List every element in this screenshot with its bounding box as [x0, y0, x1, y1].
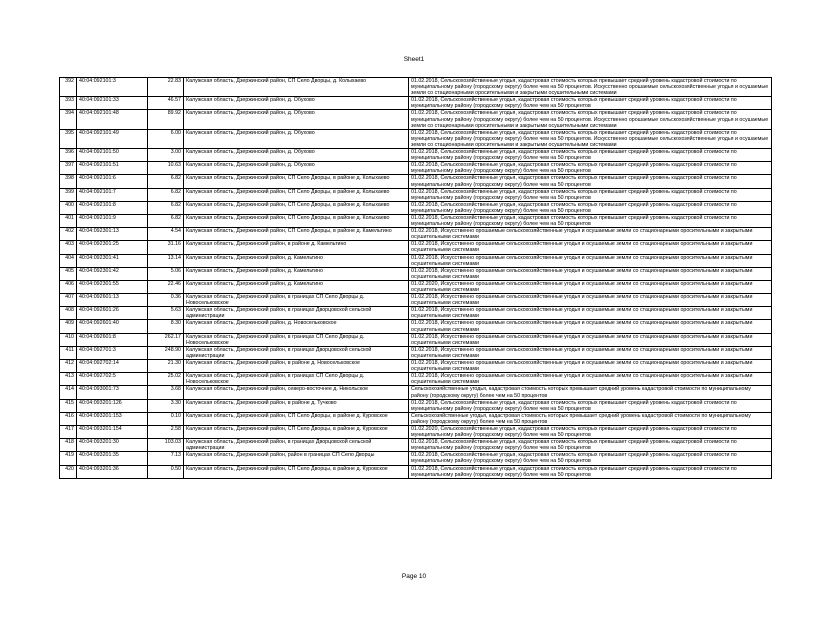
row-number-cell: 393 — [60, 97, 77, 110]
address-cell: Калужская область, Дзержинский район, СП Село Дворцы, в районе д. Куровское — [184, 465, 409, 478]
address-cell: Калужская область, Дзержинский район, д. Камельтино — [184, 280, 409, 293]
area-cell: 6.00 — [148, 129, 184, 148]
row-number-cell: 402 — [60, 228, 77, 241]
address-cell: Калужская область, Дзержинский район, д. Обухово — [184, 110, 409, 129]
row-number-cell: 413 — [60, 373, 77, 386]
area-cell: 0.50 — [148, 465, 184, 478]
cadastral-number-cell: 40:04:093201:36 — [77, 465, 148, 478]
description-cell: 01.02.2018, Искусственно орошаемые сельскохозяйственные угодья и осушаемые земли со стационарными оросительными и закрытыми осушительными системами — [409, 320, 772, 333]
address-cell: Калужская область, Дзержинский район, СП Село Дворцы, в районе д. Колыхаево — [184, 201, 409, 214]
area-cell: 0.36 — [148, 294, 184, 307]
description-cell: 01.02.2018, Сельскохозяйственные угодья, кадастровая стоимость которых превышает средний уровень кадастровой стоимости по муниципальному району (городскому округу) более чем на 50 процентов — [409, 214, 772, 227]
address-cell: Калужская область, Дзержинский район, СП Село Дворцы, д. Колыхаево — [184, 78, 409, 97]
area-cell: 89.92 — [148, 110, 184, 129]
table-row — [60, 386, 772, 399]
area-cell: 2.58 — [148, 425, 184, 438]
area-cell: 6.82 — [148, 175, 184, 188]
area-cell: 22.46 — [148, 280, 184, 293]
sheet-title: Sheet1 — [403, 56, 425, 63]
land-plots-table — [59, 77, 772, 479]
cadastral-number-cell: 40:04:092101:9 — [77, 214, 148, 227]
description-cell: 01.02.2018, Искусственно орошаемые сельскохозяйственные угодья и осушаемые земли со стационарными оросительными и закрытыми осушительными системами — [409, 346, 772, 359]
area-cell: 0.10 — [148, 412, 184, 425]
row-number-cell: 417 — [60, 425, 77, 438]
table-row — [60, 346, 772, 359]
cadastral-number-cell: 40:04:092101:51 — [77, 162, 148, 175]
cadastral-number-cell: 40:04:093201:30 — [77, 439, 148, 452]
table-row — [60, 267, 772, 280]
address-cell: Калужская область, Дзержинский район, в границах СП Село Дворцы д. Новосельковское — [184, 294, 409, 307]
address-cell: Калужская область, Дзержинский район, д. Камельтино — [184, 254, 409, 267]
address-cell: Калужская область, Дзержинский район, д. Обухово — [184, 129, 409, 148]
description-cell: 01.02.2018, Сельскохозяйственные угодья, кадастровая стоимость которых превышает средний уровень кадастровой стоимости по муниципальному району (городскому округу) более чем на 50 процентов — [409, 188, 772, 201]
row-number-cell: 414 — [60, 386, 77, 399]
address-cell: Калужская область, Дзержинский район, СП Село Дворцы, в районе д. Куровское — [184, 412, 409, 425]
table-row — [60, 412, 772, 425]
table-row — [60, 360, 772, 373]
row-number-cell: 410 — [60, 333, 77, 346]
address-cell: Калужская область, Дзержинский район, в границах СП Село Дворцы д. Новосельковское — [184, 333, 409, 346]
description-cell: 01.02.2018, Сельскохозяйственные угодья, кадастровая стоимость которых превышает средний уровень кадастровой стоимости по муниципальному району (городскому округу) более чем на 50 процентов — [409, 465, 772, 478]
table-row — [60, 373, 772, 386]
table-row — [60, 320, 772, 333]
address-cell: Калужская область, Дзержинский район, д. Обухово — [184, 97, 409, 110]
description-cell: 01.02.2018, Сельскохозяйственные угодья, кадастровая стоимость которых превышает средний уровень кадастровой стоимости по муниципальному району (городскому округу) более чем на 50 процентов — [409, 175, 772, 188]
table-row — [60, 254, 772, 267]
description-cell: 01.02.2018, Сельскохозяйственные угодья, кадастровая стоимость которых превышает средний уровень кадастровой стоимости по муниципальному району (городскому округу) более чем на 50 процентов — [409, 162, 772, 175]
area-cell: 248.90 — [148, 346, 184, 359]
table-row — [60, 294, 772, 307]
description-cell: 01.02.2018, Сельскохозяйственные угодья, кадастровая стоимость которых превышает средний уровень кадастровой стоимости по муниципальному району (городскому округу) более чем на 50 процентов — [409, 452, 772, 465]
address-cell: Калужская область, Дзержинский район, СП Село Дворцы, в районе д. Колыхаево — [184, 188, 409, 201]
cadastral-number-cell: 40:04:093001:73 — [77, 386, 148, 399]
row-number-cell: 399 — [60, 188, 77, 201]
row-number-cell: 403 — [60, 241, 77, 254]
description-cell: 01.02.2018, Сельскохозяйственные угодья, кадастровая стоимость которых превышает средний уровень кадастровой стоимости по муниципальному району (городскому округу) более чем на 50 процентов — [409, 149, 772, 162]
row-number-cell: 395 — [60, 129, 77, 148]
cadastral-number-cell: 40:04:092601:40 — [77, 320, 148, 333]
row-number-cell: 400 — [60, 201, 77, 214]
address-cell: Калужская область, Дзержинский район, СП Село Дворцы, в районе д. Куровское — [184, 425, 409, 438]
table-row — [60, 97, 772, 110]
area-cell: 8.30 — [148, 320, 184, 333]
area-cell: 6.82 — [148, 201, 184, 214]
area-cell: 5.06 — [148, 267, 184, 280]
area-cell: 46.57 — [148, 97, 184, 110]
table-row — [60, 452, 772, 465]
area-cell: 22.83 — [148, 78, 184, 97]
cadastral-number-cell: 40:04:093201:154 — [77, 425, 148, 438]
cadastral-number-cell: 40:04:093201:35 — [77, 452, 148, 465]
cadastral-number-cell: 40:04:092101:50 — [77, 149, 148, 162]
description-cell: 01.02.2018, Искусственно орошаемые сельскохозяйственные угодья и осушаемые земли со стационарными оросительными и закрытыми осушительными системами — [409, 307, 772, 320]
row-number-cell: 394 — [60, 110, 77, 129]
table-row — [60, 149, 772, 162]
cadastral-number-cell: 40:04:092601:13 — [77, 294, 148, 307]
description-cell: 01.02.2020, Сельскохозяйственные угодья, кадастровая стоимость которых превышает средний уровень кадастровой стоимости по муниципальному району (городскому округу) более чем на 50 процентов — [409, 425, 772, 438]
description-cell: 01.02.2018, Искусственно орошаемые сельскохозяйственные угодья и осушаемые земли со стационарными оросительными и закрытыми осушительными системами — [409, 360, 772, 373]
area-cell: 31.16 — [148, 241, 184, 254]
description-cell: 01.02.2018, Искусственно орошаемые сельскохозяйственные угодья и осушаемые земли со стационарными оросительными и закрытыми осушительными системами — [409, 254, 772, 267]
description-cell: 01.02.2018, Сельскохозяйственные угодья, кадастровая стоимость которых превышает средний уровень кадастровой стоимости по муниципальному району (городскому округу) более чем на 50 процентов. Искусственно орошаемые сельскохозяйственные угодья и осушаемые земли со стационарными оросительными и закрытыми осушительными системами — [409, 129, 772, 148]
table-row — [60, 241, 772, 254]
address-cell: Калужская область, Дзержинский район, район в границах СП Село Дворцы — [184, 452, 409, 465]
description-cell: 01.02.2018, Сельскохозяйственные угодья, кадастровая стоимость которых превышает средний уровень кадастровой стоимости по муниципальному району (городскому округу) более чем на 50 процентов — [409, 97, 772, 110]
cadastral-number-cell: 40:04:092101:8 — [77, 201, 148, 214]
area-cell: 3.00 — [148, 149, 184, 162]
address-cell: Калужская область, Дзержинский район, д. Обухово — [184, 162, 409, 175]
address-cell: Калужская область, Дзержинский район, в границах Дворцовской сельской администрации — [184, 346, 409, 359]
table-row — [60, 175, 772, 188]
cadastral-number-cell: 40:04:093201:126 — [77, 399, 148, 412]
area-cell: 3.30 — [148, 399, 184, 412]
row-number-cell: 398 — [60, 175, 77, 188]
area-cell: 5.63 — [148, 307, 184, 320]
row-number-cell: 419 — [60, 452, 77, 465]
address-cell: Калужская область, Дзержинский район, в границах СП Село Дворцы д. Новосельковское — [184, 373, 409, 386]
description-cell: 01.02.2018, Искусственно орошаемые сельскохозяйственные угодья и осушаемые земли со стационарными оросительными и закрытыми осушительными системами — [409, 228, 772, 241]
area-cell: 13.14 — [148, 254, 184, 267]
table-row — [60, 333, 772, 346]
table-body — [60, 78, 772, 479]
table-row — [60, 110, 772, 129]
description-cell: 01.02.2018, Искусственно орошаемые сельскохозяйственные угодья и осушаемые земли со стационарными оросительными и закрытыми осушительными системами — [409, 267, 772, 280]
table-row — [60, 162, 772, 175]
table-row — [60, 465, 772, 478]
cadastral-number-cell: 40:04:093201:153 — [77, 412, 148, 425]
address-cell: Калужская область, Дзержинский район, СП Село Дворцы, в районе д. Колыхаево — [184, 214, 409, 227]
description-cell: 01.02.2018, Сельскохозяйственные угодья, кадастровая стоимость которых превышает средний уровень кадастровой стоимости по муниципальному району (городскому округу) более чем на 50 процентов. Искусственно орошаемые сельскохозяйственные угодья и осушаемые земли со стационарными оросительными и закрытыми осушительными системами — [409, 110, 772, 129]
row-number-cell: 415 — [60, 399, 77, 412]
row-number-cell: 409 — [60, 320, 77, 333]
description-cell: 01.02.2018, Сельскохозяйственные угодья, кадастровая стоимость которых превышает средний уровень кадастровой стоимости по муниципальному району (городскому округу) более чем на 50 процентов. Искусственно орошаемые сельскохозяйственные угодья и осушаемые земли со стационарными оросительными и закрытыми осушительными системами — [409, 78, 772, 97]
cadastral-number-cell: 40:04:092601:26 — [77, 307, 148, 320]
row-number-cell: 392 — [60, 78, 77, 97]
row-number-cell: 411 — [60, 346, 77, 359]
cadastral-number-cell: 40:04:092701:3 — [77, 346, 148, 359]
row-number-cell: 405 — [60, 267, 77, 280]
row-number-cell: 407 — [60, 294, 77, 307]
table-row — [60, 78, 772, 97]
row-number-cell: 412 — [60, 360, 77, 373]
area-cell: 4.54 — [148, 228, 184, 241]
description-cell: 01.02.2018, Искусственно орошаемые сельскохозяйственные угодья и осушаемые земли со стационарными оросительными и закрытыми осушительными системами — [409, 373, 772, 386]
area-cell: 3.68 — [148, 386, 184, 399]
area-cell: 6.82 — [148, 214, 184, 227]
row-number-cell: 418 — [60, 439, 77, 452]
area-cell: 6.82 — [148, 188, 184, 201]
cadastral-number-cell: 40:04:092301:41 — [77, 254, 148, 267]
row-number-cell: 397 — [60, 162, 77, 175]
area-cell: 25.02 — [148, 373, 184, 386]
description-cell: 01.02.2018, Искусственно орошаемые сельскохозяйственные угодья и осушаемые земли со стационарными оросительными и закрытыми осушительными системами — [409, 294, 772, 307]
table-row — [60, 399, 772, 412]
area-cell: 262.17 — [148, 333, 184, 346]
description-cell: 01.02.2018, Сельскохозяйственные угодья, кадастровая стоимость которых превышает средний уровень кадастровой стоимости по муниципальному району (городскому округу) более чем на 50 процентов — [409, 399, 772, 412]
description-cell: 01.02.2020, Искусственно орошаемые сельскохозяйственные угодья и осушаемые земли со стационарными оросительными и закрытыми осушительными системами — [409, 280, 772, 293]
cadastral-number-cell: 40:04:092601:8 — [77, 333, 148, 346]
area-cell: 10.63 — [148, 162, 184, 175]
cadastral-number-cell: 40:04:092101:33 — [77, 97, 148, 110]
row-number-cell: 406 — [60, 280, 77, 293]
cadastral-number-cell: 40:04:092702:5 — [77, 373, 148, 386]
table-row — [60, 439, 772, 452]
cadastral-number-cell: 40:04:092101:6 — [77, 175, 148, 188]
area-cell: 21.30 — [148, 360, 184, 373]
row-number-cell: 396 — [60, 149, 77, 162]
table-row — [60, 228, 772, 241]
area-cell: 7.13 — [148, 452, 184, 465]
table-row — [60, 425, 772, 438]
cadastral-number-cell: 40:04:092301:25 — [77, 241, 148, 254]
table-row — [60, 280, 772, 293]
address-cell: Калужская область, Дзержинский район, в границах Дворцовской сельской администрации — [184, 307, 409, 320]
row-number-cell: 404 — [60, 254, 77, 267]
address-cell: Калужская область, Дзержинский район, СП Село Дворцы, в районе д. Колыхаево — [184, 175, 409, 188]
address-cell: Калужская область, Дзержинский район, в районе д. Тучково — [184, 399, 409, 412]
address-cell: Калужская область, Дзержинский район, д. Обухово — [184, 149, 409, 162]
cadastral-number-cell: 40:04:092101:48 — [77, 110, 148, 129]
address-cell: Калужская область, Дзержинский район, д. Новосельковское — [184, 320, 409, 333]
cadastral-number-cell: 40:04:092301:55 — [77, 280, 148, 293]
address-cell: Калужская область, Дзержинский район, в районе д. Новосельковское — [184, 360, 409, 373]
description-cell: 01.02.2018, Искусственно орошаемые сельскохозяйственные угодья и осушаемые земли со стационарными оросительными и закрытыми осушительными системами — [409, 241, 772, 254]
description-cell: 01.02.2018, Сельскохозяйственные угодья, кадастровая стоимость которых превышает средний уровень кадастровой стоимости по муниципальному району (городскому округу) более чем на 50 процентов — [409, 439, 772, 452]
description-cell: Сельскохозяйственные угодья, кадастровая стоимость которых превышает средний уровень кадастровой стоимости по муниципальному району (городскому округу) более чем на 50 процентов — [409, 412, 772, 425]
address-cell: Калужская область, Дзержинский район, северо-восточнее д. Никольское — [184, 386, 409, 399]
cadastral-number-cell: 40:04:092101:7 — [77, 188, 148, 201]
cadastral-number-cell: 40:04:092101:49 — [77, 129, 148, 148]
row-number-cell: 401 — [60, 214, 77, 227]
address-cell: Калужская область, Дзержинский район, в районе д. Камельтино — [184, 241, 409, 254]
area-cell: 103.03 — [148, 439, 184, 452]
table-row — [60, 188, 772, 201]
table-row — [60, 214, 772, 227]
page-number: Page 10 — [401, 573, 427, 580]
row-number-cell: 408 — [60, 307, 77, 320]
table-row — [60, 129, 772, 148]
description-cell: 01.02.2018, Искусственно орошаемые сельскохозяйственные угодья и осушаемые земли со стационарными оросительными и закрытыми осушительными системами — [409, 333, 772, 346]
cadastral-number-cell: 40:04:092301:42 — [77, 267, 148, 280]
description-cell: 01.02.2018, Сельскохозяйственные угодья, кадастровая стоимость которых превышает средний уровень кадастровой стоимости по муниципальному району (городскому округу) более чем на 50 процентов — [409, 201, 772, 214]
cadastral-number-cell: 40:04:092301:13 — [77, 228, 148, 241]
table-row — [60, 307, 772, 320]
address-cell: Калужская область, Дзержинский район, в границах Дворцовской сельской администрации — [184, 439, 409, 452]
cadastral-number-cell: 40:04:092702:14 — [77, 360, 148, 373]
row-number-cell: 416 — [60, 412, 77, 425]
table-row — [60, 201, 772, 214]
row-number-cell: 420 — [60, 465, 77, 478]
description-cell: Сельскохозяйственные угодья, кадастровая стоимость которых превышает средний уровень кадастровой стоимости по муниципальному району (городскому округу) более чем на 50 процентов — [409, 386, 772, 399]
cadastral-number-cell: 40:04:092101:3 — [77, 78, 148, 97]
address-cell: Калужская область, Дзержинский район, д. Камельтино — [184, 267, 409, 280]
address-cell: Калужская область, Дзержинский район, СП Село Дворцы, в районе д. Камельтино — [184, 228, 409, 241]
